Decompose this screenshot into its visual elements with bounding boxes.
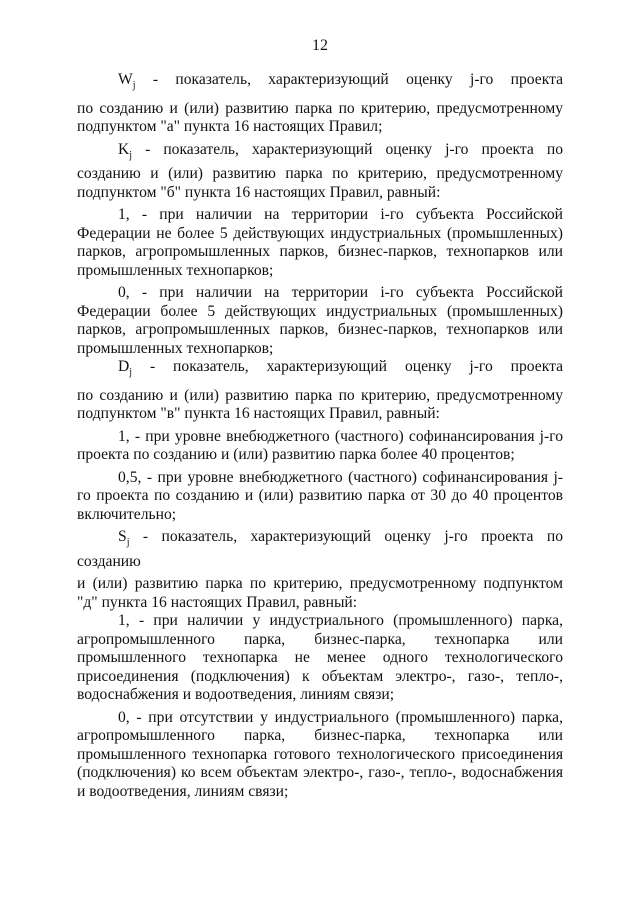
paragraph-w-definition-rest: по созданию и (или) развитию парка по критерию, предусмотренному подпунктом "а" пункта 16 настоящих Правил; [77,99,563,135]
paragraph-d-value-05: 0,5, - при уровне внебюджетного (частного) софинансирования j-го проекта по созданию и (или) развитию парка от 30 до 40 процентов включительно; [77,468,563,523]
variable-w: W [118,71,133,88]
variable-d-index: j [129,367,133,378]
document-body [77,71,563,801]
variable-s-index: j [126,537,130,548]
variable-k: K [118,140,130,158]
paragraph-s-definition-rest: и (или) развитию парка по критерию, предусмотренному подпунктом "д" пункта 16 настоящих Правил, равный: [77,575,563,611]
paragraph-s-value-1: 1, - при наличии у индустриального (промышленного) парка, агропромышленного парка, бизнес-парка, технопарка или промышленного технопарка не менее одного технологического присоединения (подключения) к объектам электро-, газо-, тепло-, водоснабжения и водоотведения, линиям связи; [77,612,563,703]
paragraph-d-value-1: 1, - при уровне внебюджетного (частного) софинансирования j-го проекта по созданию и (или) развитию парка более 40 процентов; [77,427,563,463]
paragraph-k-value-1: 1, - при наличии на территории i-го субъекта Российской Федерации не более 5 действующих индустриальных (промышленных) парков, агропромышленных парков, бизнес-парков, технопарков или промышленных технопарков; [77,206,563,279]
paragraph-d-line1-text: - показатель, характеризующий оценку j-го проекта [132,358,563,375]
paragraph-s-definition-line1 [77,528,563,571]
paragraph-s-value-0: 0, - при отсутствии у индустриального (промышленного) парка, агропромышленного парка, бизнес-парка, технопарка или промышленного технопарка готового технологического присоединения (подключения) ко всем объектам электро-, газо-, тепло-, водоснабжения и водоотведения, линиям связи; [77,708,563,800]
variable-d: D [118,358,130,375]
variable-s: S [118,528,127,545]
paragraph-k-text: - показатель, характеризующий оценку j-го проекта по созданию и (или) развитию парка по критерию, предусмотренному подпунктом "б" пункта 16 настоящих Правил, равный: [77,140,563,201]
paragraph-k-definition [77,141,563,203]
paragraph-w-definition-line1 [77,71,563,96]
paragraph-d-definition-rest: по созданию и (или) развитию парка по критерию, предусмотренному подпунктом "в" пункта 16 настоящих Правил, равный: [77,386,563,422]
paragraph-w-line1-text: - показатель, характеризующий оценку j-го проекта [135,71,563,88]
variable-w-index: j [132,80,136,91]
paragraph-d-definition-line1 [77,358,563,383]
paragraph-k-value-0: 0, - при наличии на территории i-го субъекта Российской Федерации более 5 действующих индустриальных (промышленных) парков, агропромышленных парков, бизнес-парков, технопарков или промышленных технопарков; [77,284,563,357]
page-number: 12 [312,37,328,54]
paragraph-s-line1-text: - показатель, характеризующий оценку j-го проекта по созданию [77,528,563,570]
variable-k-index: j [129,149,133,161]
